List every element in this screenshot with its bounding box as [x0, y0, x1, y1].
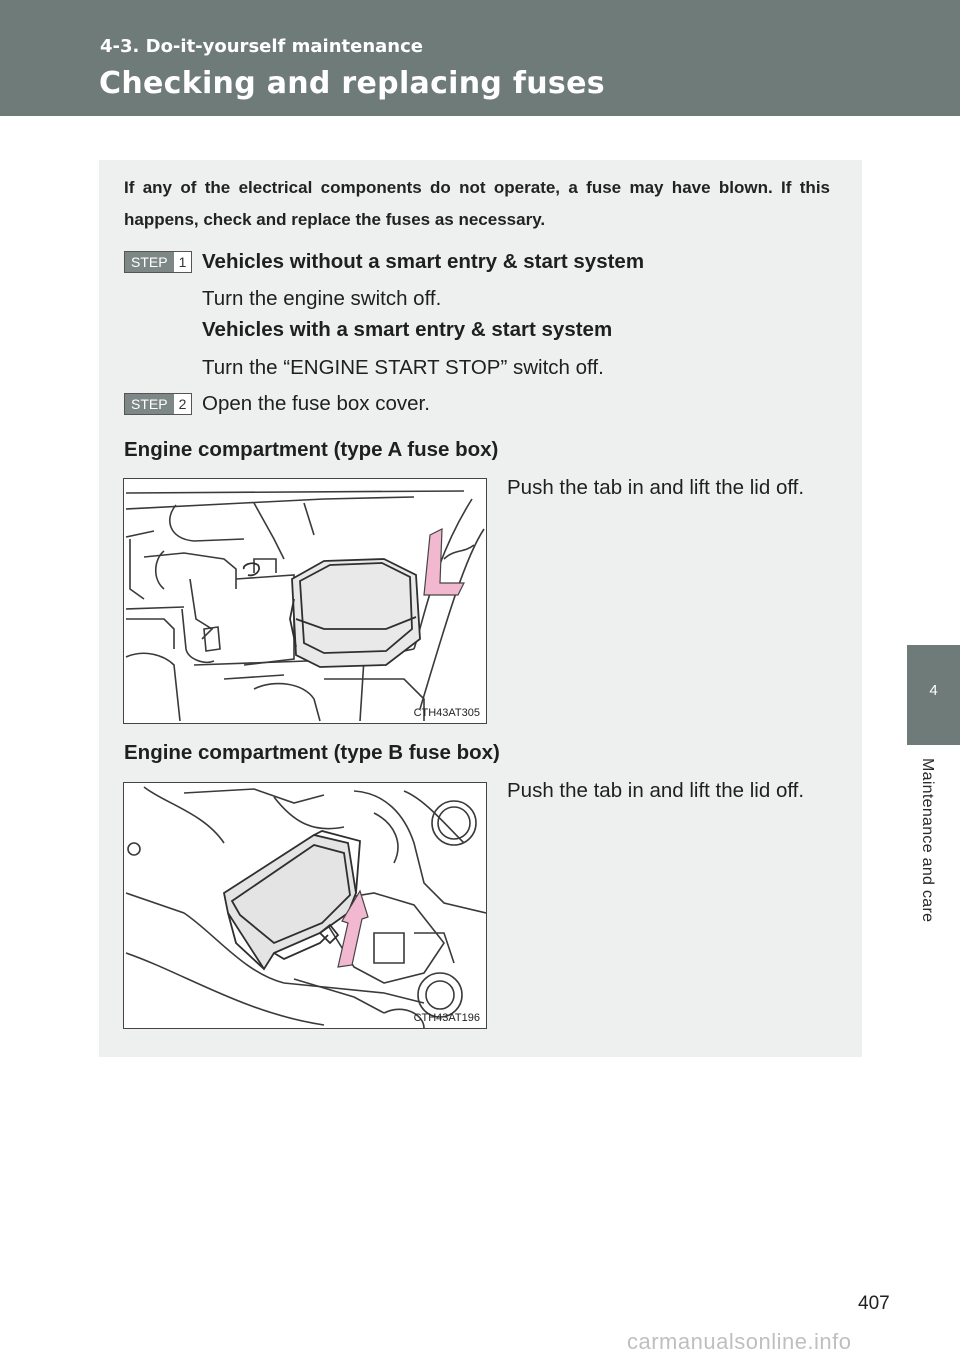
step-badge-word: STEP	[125, 252, 174, 272]
page-title: Checking and replacing fuses	[99, 66, 605, 101]
intro-text: If any of the electrical components do not operate, a fuse may have blown. If this happens, check and replace the fuses as necessary.	[124, 178, 830, 229]
step-badge-number: 1	[178, 254, 187, 270]
page-number: 407	[858, 1293, 890, 1314]
step-badge-word: STEP	[125, 394, 174, 414]
step-1-badge	[124, 251, 192, 273]
section-a-heading: Engine compartment (type A fuse box)	[124, 438, 499, 461]
step-2-badge	[124, 393, 192, 415]
page-header	[0, 0, 960, 116]
section-label: 4-3. Do-it-yourself maintenance	[100, 36, 423, 57]
chapter-tab-label: Maintenance and care	[919, 758, 936, 923]
section-b-heading: Engine compartment (type B fuse box)	[124, 741, 500, 764]
engine-compartment-b-drawing	[124, 783, 486, 1028]
chapter-tab[interactable]: 4	[907, 645, 960, 745]
fuse-box-b-illustration	[123, 782, 487, 1029]
step-1-text-with: Turn the “ENGINE START STOP” switch off.	[202, 356, 604, 379]
section-a-instruction: Push the tab in and lift the lid off.	[507, 476, 805, 499]
watermark: carmanualsonline.info	[627, 1329, 852, 1354]
push-arrow-icon	[424, 529, 464, 595]
fuse-box-a-illustration	[123, 478, 487, 724]
step-1-text-without: Turn the engine switch off.	[202, 287, 442, 310]
engine-compartment-a-drawing	[124, 479, 486, 723]
step-1-heading-without: Vehicles without a smart entry & start system	[202, 250, 645, 273]
figure-code: CTH43AT196	[413, 1012, 480, 1024]
step-badge-number: 2	[178, 396, 187, 412]
figure-code: CTH43AT305	[413, 707, 480, 719]
step-2-text: Open the fuse box cover.	[202, 392, 430, 415]
step-1-heading-with: Vehicles with a smart entry & start system	[202, 318, 613, 341]
section-b-instruction: Push the tab in and lift the lid off.	[507, 779, 805, 802]
